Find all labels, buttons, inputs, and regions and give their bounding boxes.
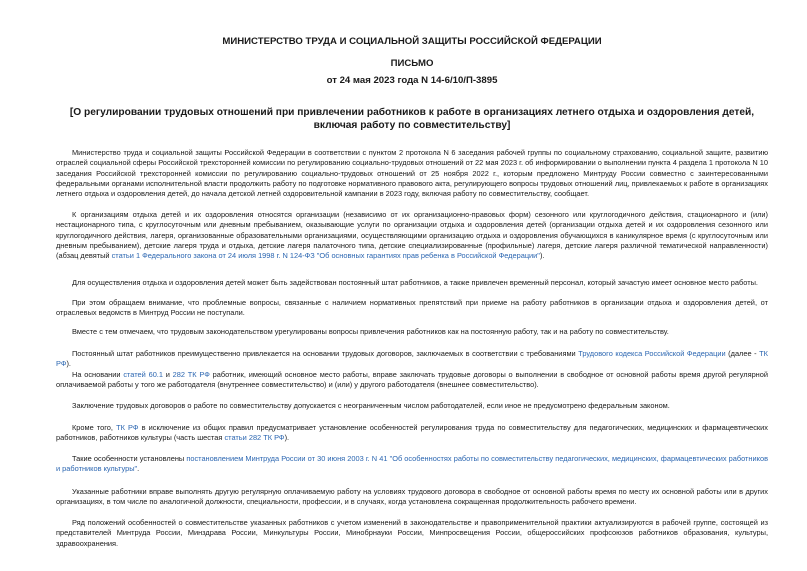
paragraph-6 (56, 349, 768, 370)
paragraph-11-text: Указанные работники вправе выполнять другую регулярную оплачиваемую работу на условиях трудового договора в свободное от основной работы время по месту их основной работы или в других организациях, в том числе по аналогичной должности, специальности, профессии, и в случаях, когда установлена сокращенная продолжительность рабочего времени. (56, 487, 768, 507)
paragraph-9-tail: ). (284, 433, 290, 443)
paragraph-7-tail: работник, имеющий основное место работы, вправе заключать трудовые договоры о выполнении в свободное от основной работы время другой регулярной оплачиваемой работы у того же работодателя (внутреннее совместительство) и (или) у другого работодателя (внешнее совместительство). (56, 370, 768, 390)
paragraph-4 (56, 298, 768, 319)
paragraph-12-text: Ряд положений особенностей о совместительстве указанных работников с учетом изменений в законодательстве и правоприменительной практики актуализируются в рабочей группе, состоящей из представителей Минтруда России, Минздрава России, Минкультуры России, Минобрнауки России, Минпросвещения России, общероссийских профсоюзов работников образования, культуры, здравоохранения. (56, 518, 768, 548)
paragraph-7-mid: и (162, 370, 173, 379)
tk-rf-link[interactable]: ТК РФ (56, 349, 768, 369)
document-date-number: от 24 мая 2023 года N 14-6/10/П-3895 (326, 75, 498, 86)
paragraph-3 (56, 278, 768, 288)
paragraph-1 (56, 148, 768, 199)
paragraph-10-tail: . (137, 464, 140, 474)
ministry-heading: МИНИСТЕРСТВО ТРУДА И СОЦИАЛЬНОЙ ЗАЩИТЫ РОССИЙСКОЙ ФЕДЕРАЦИИ (222, 36, 602, 47)
paragraph-12 (56, 518, 768, 549)
paragraph-9-mid: в исключение из общих правил предусматривает установление особенностей регулирования труда по совместительству для педагогических, медицинских и фармацевтических работников, работников культуры (часть шестая (56, 423, 768, 443)
paragraph-2 (56, 210, 768, 261)
tk-rf-link-2[interactable]: ТК РФ (116, 423, 139, 432)
paragraph-4-text: При этом обращаем внимание, что проблемные вопросы, связанные с наличием нормативных препятствий при приеме на работу работников в организации отдыха и оздоровления детей, от отраслевых ведомств в Минтруд России не поступали. (56, 298, 768, 318)
paragraph-5-text: Вместе с тем отмечаем, что трудовым законодательством урегулированы вопросы привлечения работников как на постоянную работу, так и на работу по совместительству. (72, 327, 669, 336)
paragraph-7 (56, 370, 768, 391)
paragraph-9-text: Кроме того, (72, 423, 117, 432)
paragraph-7-text: На основании (72, 370, 124, 379)
paragraph-10 (56, 454, 768, 475)
paragraph-2-text: К организациям отдыха детей и их оздоровления относятся организации (независимо от их организационно-правовых форм) сезонного или круглогодичного действия, стационарного и (или) нестационарного типа, с круглосуточным или дневным пребыванием, оказывающие услуги по организации отдыха и оздоровления детей (организации отдыха детей и их оздоровления сезонного или круглогодичного действия, лагеря, организованные образовательными организациями, осуществляющими организацию отдыха и оздоровления обучающихся в каникулярное время (с круглосуточным или дневным пребыванием), детские лагеря труда и отдыха, детские лагеря палаточного типа, детские специализированные (профильные) лагеря, детские лагеря различной тематической направленности) (абзац девятый (56, 210, 768, 261)
paragraph-1-text: Министерство труда и социальной защиты Российской Федерации в соответствии с пунктом 2 протокола N 6 заседания рабочей группы по социальному страхованию, социальной защите, развитию отраслей социальной сферы Российской трехсторонней комиссии по регулированию социально-трудовых отношений от 22 мая 2023 г. об информировании о выполнении пункта 4 раздела 1 протокола N 10 заседания Российской трехсторонней комиссии по регулированию социально-трудовых отношений от 25 ноября 2022 г., которым предложено Минтруду России совместно с заинтересованными федеральными органами исполнительной власти продолжить работу по подготовке нормативного правового акта, регулирующего вопросы трудовых отношений лиц, привлекаемых к работе в организациях летнего отдыха и оздоровления детей, до начала детской летней оздоровительной кампании в 2023 году, включая работу по совместительству, сообщает. (56, 148, 768, 199)
paragraph-11 (56, 487, 768, 508)
paragraph-10-text: Такие особенности установлены (72, 454, 187, 463)
paragraph-9 (56, 423, 768, 444)
paragraph-6-mid: (далее - (725, 349, 760, 358)
paragraph-8-text: Заключение трудовых договоров о работе по совместительству допускается с неограниченным числом работодателей, если иное не предусмотрено федеральным законом. (72, 401, 670, 410)
paragraph-6-tail: ). (66, 359, 71, 369)
mintrud-resolution-41-link[interactable]: постановлением Минтруда России от 30 июня 2003 г. N 41 "Об особенностях работы по совместительству педагогических, медицинских, фармацевтических работников и работников культуры" (56, 454, 768, 474)
document-type: ПИСЬМО (390, 58, 434, 69)
federal-law-124-link[interactable]: статьи 1 Федерального закона от 24 июля 1998 г. N 124-ФЗ "Об основных гарантиях прав ребенка в Российской Федерации" (111, 251, 540, 261)
article-282-link-2[interactable]: статьи 282 ТК РФ (224, 433, 285, 443)
paragraph-2-tail: ). (539, 251, 545, 261)
paragraph-3-text: Для осуществления отдыха и оздоровления детей может быть задействован постоянный штат работников, а также привлечен временный персонал, который зачастую имеет основное место работы. (72, 278, 758, 287)
paragraph-6-text: Постоянный штат работников преимущественно привлекается на основании трудовых договоров, заключаемых в соответствии с требованиями (72, 349, 579, 358)
article-282-link[interactable]: 282 ТК РФ (172, 370, 210, 379)
paragraph-8 (56, 401, 768, 411)
labor-code-link[interactable]: Трудового кодекса Российской Федерации (578, 349, 726, 358)
document-title: [О регулировании трудовых отношений при привлечении работников к работе в организациях летнего отдыха и оздоровления детей, включая работу по совместительству] (69, 107, 755, 131)
article-60-1-link[interactable]: статей 60.1 (123, 370, 163, 379)
paragraph-5 (56, 327, 768, 337)
